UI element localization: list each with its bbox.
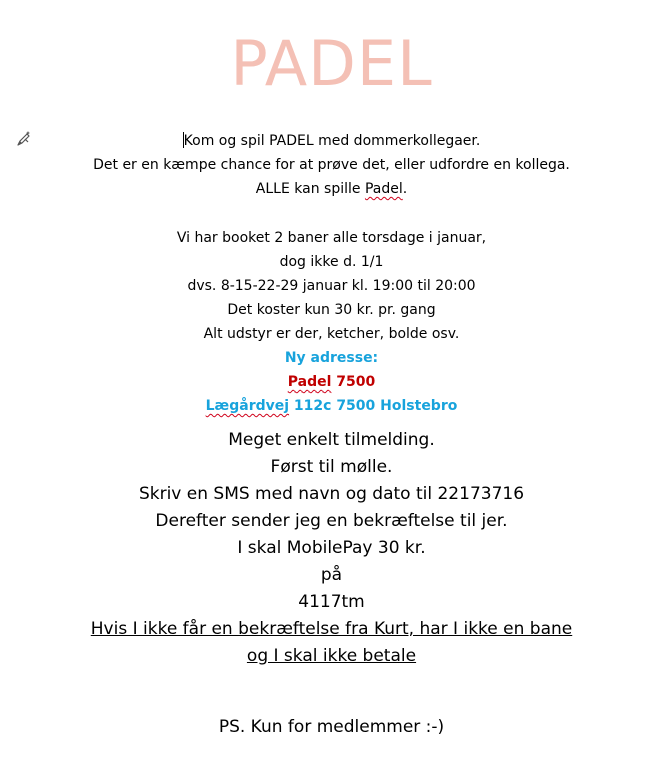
signup-warning-line-2[interactable]: og I skal ikke betale xyxy=(246,646,417,666)
signup-line-3[interactable]: Skriv en SMS med navn og dato til 22173716 xyxy=(138,484,525,504)
booking-line-2[interactable]: dog ikke d. 1/1 xyxy=(279,254,384,270)
signup-warning-line-1[interactable]: Hvis I ikke får en bekræftelse fra Kurt, har I ikke en bane xyxy=(90,619,573,639)
signup-line-5[interactable]: I skal MobilePay 30 kr. xyxy=(237,538,426,558)
intro-line-3[interactable]: ALLE kan spille Padel. xyxy=(255,181,408,197)
address-street[interactable]: Lægårdvej 112c 7500 Holstebro xyxy=(205,398,458,414)
intro-line-2[interactable]: Det er en kæmpe chance for at prøve det, eller udfordre en kollega. xyxy=(93,157,570,173)
ps-note[interactable]: PS. Kun for medlemmer :-) xyxy=(218,717,445,737)
booking-line-4[interactable]: Det koster kun 30 kr. pr. gang xyxy=(227,302,436,318)
document-title: PADEL xyxy=(230,27,433,100)
booking-line-3[interactable]: dvs. 8-15-22-29 januar kl. 19:00 til 20:00 xyxy=(187,278,476,294)
spellcheck-word[interactable]: Lægårdvej xyxy=(205,398,290,414)
signup-line-7[interactable]: 4117tm xyxy=(298,592,365,612)
address-name[interactable]: Padel 7500 xyxy=(287,374,376,390)
signup-line-1[interactable]: Meget enkelt tilmelding. xyxy=(228,430,435,450)
spellcheck-word[interactable]: Padel xyxy=(364,181,403,197)
signup-line-2[interactable]: Først til mølle. xyxy=(270,457,393,477)
booking-line-1[interactable]: Vi har booket 2 baner alle torsdage i januar, xyxy=(176,230,487,246)
intro-line-1[interactable]: Kom og spil PADEL med dommerkollegaer. xyxy=(183,133,481,149)
signup-line-4[interactable]: Derefter sender jeg en bekræftelse til jer. xyxy=(155,511,508,531)
spellcheck-word[interactable]: Padel xyxy=(287,374,332,390)
signup-line-6[interactable]: på xyxy=(320,565,343,585)
address-heading[interactable]: Ny adresse: xyxy=(284,350,379,366)
booking-line-5[interactable]: Alt udstyr er der, ketcher, bolde osv. xyxy=(203,326,460,342)
